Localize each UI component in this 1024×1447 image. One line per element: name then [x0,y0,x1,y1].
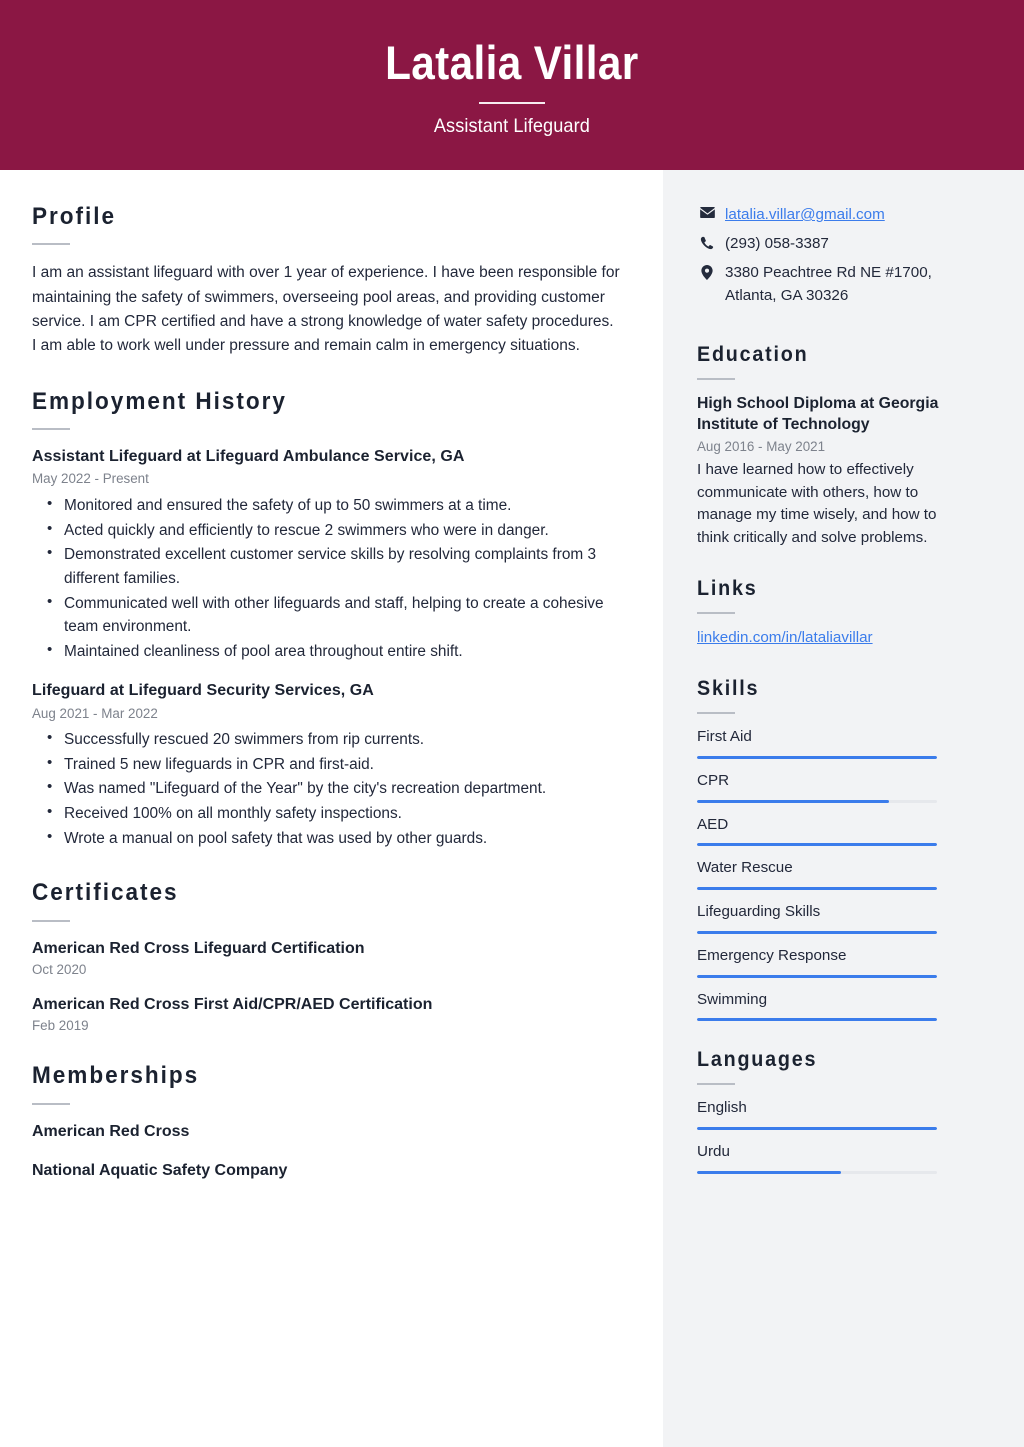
skill-bar-fill [697,843,937,846]
page-title: Latalia Villar [385,36,639,90]
list-item: • Communicated well with other lifeguards and staff, helping to create a cohesive team environment. [64,592,621,639]
membership-item: American Red Cross [32,1122,190,1140]
employment-bullet-list [32,494,621,663]
section-heading-profile: Profile [32,203,117,230]
contact-row-phone [697,233,964,255]
section-heading-certificates: Certificates [32,879,179,907]
resume-header-banner [0,0,1024,170]
header-divider [479,102,545,104]
section-heading-languages: Languages [697,1048,818,1072]
skill-item [697,990,964,1022]
section-rule [697,1083,735,1085]
section-rule [32,428,70,430]
skill-label: Swimming [697,990,768,1008]
skill-label: CPR [697,771,730,789]
section-certificates [32,880,621,1033]
skill-bar-fill [697,800,889,803]
skill-bar-fill [697,931,937,934]
certificate-name: American Red Cross Lifeguard Certification [32,939,365,957]
certificate-entry [32,938,621,977]
employment-title: Lifeguard at Lifeguard Security Services, GA [32,682,374,700]
skill-bar-track [697,800,937,803]
skill-label: AED [697,815,729,833]
language-label: English [697,1099,747,1117]
contact-details [697,204,964,307]
education-title: High School Diploma at Georgia Institute of Technology [697,394,939,434]
section-rule [697,712,735,714]
profile-text: I am an assistant lifeguard with over 1 year of experience. I have been responsible for maintaining the safety of swimmers, overseeing pool areas, and providing customer service. I am CPR certified and have a strong knowledge of water safety procedures. I am able to work well under pressure and remain calm in emergency situations. [32,264,620,355]
language-bar-fill [697,1127,937,1130]
section-profile [32,204,621,359]
employment-title: Assistant Lifeguard at Lifeguard Ambulance Service, GA [32,448,465,466]
main-column [0,170,663,1447]
certificate-date: Oct 2020 [32,961,87,977]
skill-bar-fill [697,1018,937,1021]
linkedin-link[interactable]: linkedin.com/in/lataliavillar [697,629,873,647]
list-item: • Demonstrated excellent customer service skills by resolving complaints from 3 different families. [64,543,621,590]
section-rule [32,243,70,245]
envelope-icon [697,204,717,218]
certificate-entry [32,994,621,1033]
section-links [697,577,964,650]
language-bar-track [697,1171,937,1174]
employment-bullet-list [32,728,621,850]
skill-bar-track [697,975,937,978]
skill-item [697,815,964,847]
contact-row-email [697,204,964,226]
section-employment-history [32,389,621,850]
list-item: • Was named "Lifeguard of the Year" by the city's recreation department. [64,777,621,801]
sidebar-column [663,170,1024,1447]
skill-bar-fill [697,756,937,759]
section-rule [697,612,735,614]
list-item: • Acted quickly and efficiently to rescue 2 swimmers who were in danger. [64,519,621,543]
section-heading-links: Links [697,577,758,601]
skill-item [697,727,964,759]
skill-bar-track [697,756,937,759]
list-item: • Wrote a manual on pool safety that was used by other guards. [64,827,621,851]
skill-bar-track [697,887,937,890]
location-pin-icon [697,262,717,280]
section-rule [32,920,70,922]
skill-bar-track [697,931,937,934]
certificate-name: American Red Cross First Aid/CPR/AED Certification [32,995,433,1013]
language-label: Urdu [697,1143,730,1161]
education-date: Aug 2016 - May 2021 [697,439,826,455]
skill-bar-fill [697,975,937,978]
skill-label: Water Rescue [697,859,793,877]
list-item: • Trained 5 new lifeguards in CPR and first-aid. [64,753,621,777]
language-bar-fill [697,1171,841,1174]
skill-bar-fill [697,887,937,890]
phone-number: (293) 058-3387 [725,235,829,253]
phone-icon [697,233,717,250]
section-rule [32,1103,70,1105]
language-item [697,1098,964,1130]
language-bar-track [697,1127,937,1130]
list-item: • Maintained cleanliness of pool area throughout entire shift. [64,640,621,664]
employment-date: May 2022 - Present [32,471,149,487]
email-link[interactable]: latalia.villar@gmail.com [725,206,885,223]
education-description: I have learned how to effectively communicate with others, how to manage my time wisely, and how to think critically and solve problems. [697,460,937,547]
skill-item [697,946,964,978]
skill-label: Emergency Response [697,946,847,964]
section-memberships [32,1063,621,1182]
section-skills [697,677,964,1021]
skill-label: Lifeguarding Skills [697,903,821,921]
skill-bar-track [697,1018,937,1021]
employment-entry [32,446,621,663]
skill-label: First Aid [697,728,752,746]
section-heading-memberships: Memberships [32,1062,200,1090]
employment-date: Aug 2021 - Mar 2022 [32,705,158,721]
header-job-title: Assistant Lifeguard [433,114,591,137]
list-item: • Successfully rescued 20 swimmers from rip currents. [64,728,621,752]
section-heading-skills: Skills [697,676,760,700]
skill-item [697,902,964,934]
section-heading-employment: Employment History [32,387,287,415]
section-rule [697,378,735,380]
list-item: • Monitored and ensured the safety of up to 50 swimmers at a time. [64,494,621,518]
resume-body [0,170,1024,1447]
skill-item [697,858,964,890]
list-item: • Received 100% on all monthly safety inspections. [64,802,621,826]
address-text: 3380 Peachtree Rd NE #1700, Atlanta, GA 30326 [725,264,932,304]
section-languages [697,1048,964,1174]
language-item [697,1142,964,1174]
certificate-date: Feb 2019 [32,1018,89,1034]
skill-item [697,771,964,803]
membership-item: National Aquatic Safety Company [32,1162,288,1180]
skill-bar-track [697,843,937,846]
employment-entry [32,680,621,850]
section-education [697,343,964,550]
section-heading-education: Education [697,342,809,366]
contact-row-address [697,262,964,306]
